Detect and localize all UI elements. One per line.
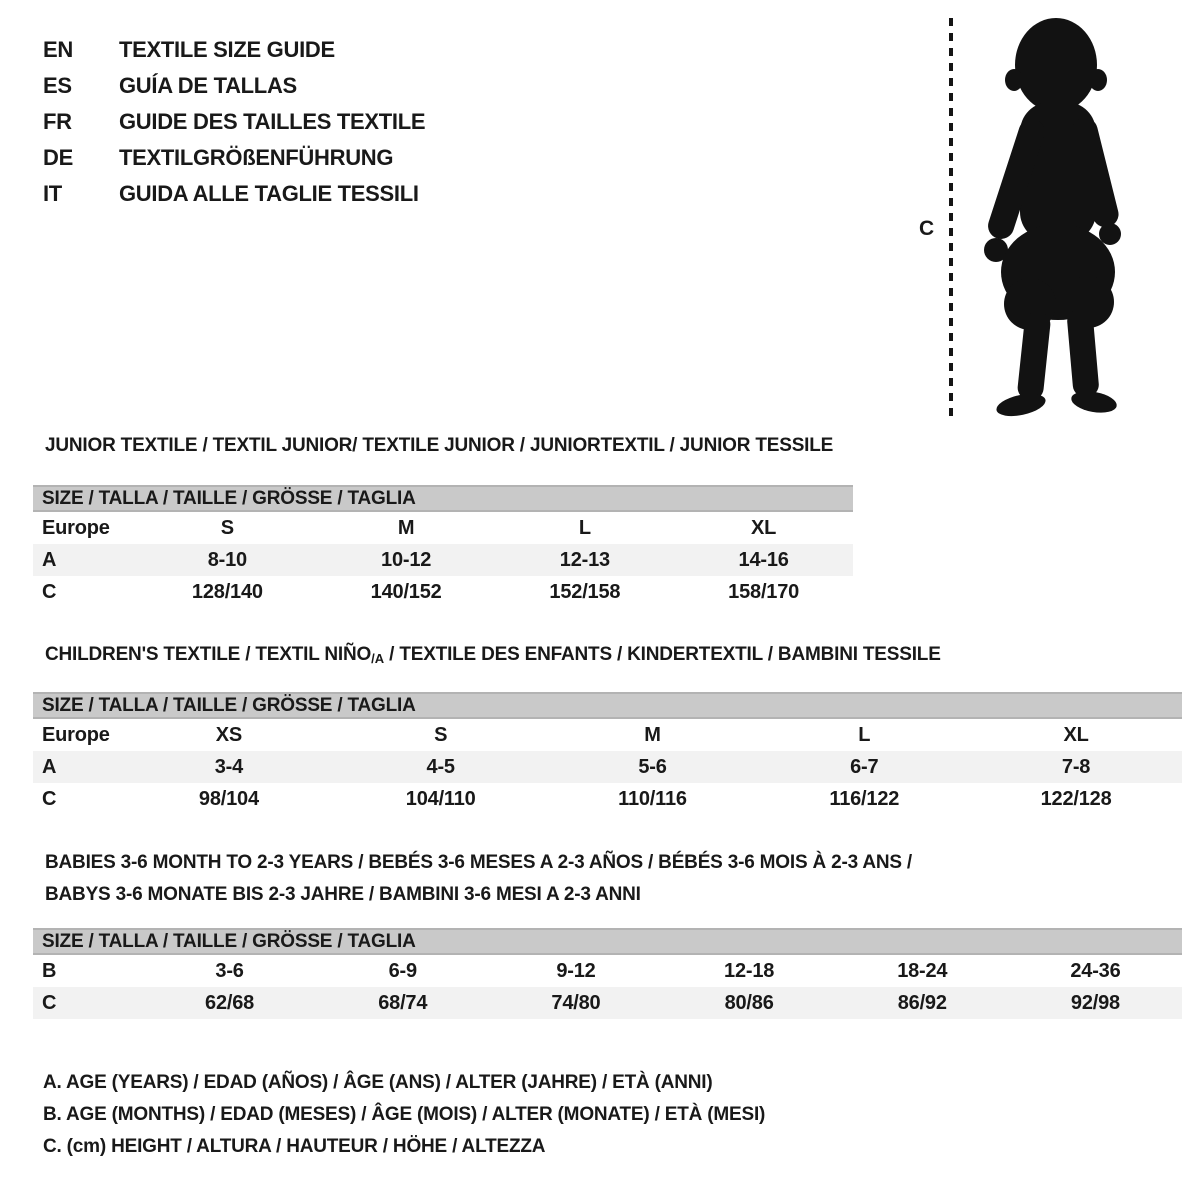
table-cell: 14-16 xyxy=(738,548,789,571)
table-cell: M xyxy=(397,516,415,539)
table-cell: 62/68 xyxy=(205,991,255,1014)
table-cell: 6-9 xyxy=(388,959,417,982)
table-row-europe xyxy=(33,719,1182,751)
lang-row-fr xyxy=(43,110,425,134)
lang-label: GUIDA ALLE TAGLIE TESSILI xyxy=(119,181,419,206)
lang-code: ES xyxy=(43,73,72,98)
table-cell: S xyxy=(220,516,234,539)
children-size-table xyxy=(33,692,1182,815)
table-row-a xyxy=(33,544,853,576)
table-row-c xyxy=(33,783,1182,815)
lang-label: GUIDE DES TAILLES TEXTILE xyxy=(119,109,426,134)
table-cell: 158/170 xyxy=(728,580,800,603)
lang-label: TEXTILE SIZE GUIDE xyxy=(119,37,335,62)
size-header-bar xyxy=(33,485,853,512)
table-cell: 74/80 xyxy=(551,991,601,1014)
table-cell: XL xyxy=(751,516,777,539)
table-row-c xyxy=(33,576,853,608)
lang-row-de xyxy=(43,146,393,170)
table-cell: 116/122 xyxy=(829,787,900,810)
table-cell: 110/116 xyxy=(618,787,687,810)
babies-title-line2: BABYS 3-6 MONATE BIS 2-3 JAHRE / BAMBINI 3-6 MESI A 2-3 ANNI xyxy=(45,884,641,905)
table-cell: 6-7 xyxy=(850,755,879,778)
footnote-b: B. AGE (MONTHS) / EDAD (MESES) / ÂGE (MOIS) / ALTER (MONATE) / ETÀ (MESI) xyxy=(43,1104,766,1125)
table-row-europe xyxy=(33,512,853,544)
row-label: Europe xyxy=(42,516,110,539)
lang-code: EN xyxy=(43,37,73,62)
table-cell: 8-10 xyxy=(207,548,247,571)
junior-size-table xyxy=(33,485,853,608)
table-cell: 86/92 xyxy=(897,991,947,1014)
table-cell: 3-6 xyxy=(215,959,244,982)
toddler-silhouette-icon xyxy=(968,14,1148,420)
table-cell: 7-8 xyxy=(1061,755,1091,778)
size-header-label: SIZE / TALLA / TAILLE / GRÖSSE / TAGLIA xyxy=(42,487,416,509)
table-cell: 12-18 xyxy=(724,959,775,982)
table-cell: 122/128 xyxy=(1040,787,1112,810)
size-header-bar xyxy=(33,928,1182,955)
junior-section-title: JUNIOR TEXTILE / TEXTIL JUNIOR/ TEXTILE JUNIOR / JUNIORTEXTIL / JUNIOR TESSILE xyxy=(45,435,834,456)
table-cell: 5-6 xyxy=(638,755,667,778)
lang-code: FR xyxy=(43,109,72,134)
children-title-suffix: / TEXTILE DES ENFANTS / KINDERTEXTIL / BAMBINI TESSILE xyxy=(384,644,941,665)
table-cell: M xyxy=(644,723,661,746)
row-label: A xyxy=(42,755,57,778)
size-header-bar xyxy=(33,692,1182,719)
lang-code: IT xyxy=(43,181,62,206)
table-cell: 18-24 xyxy=(897,959,948,982)
lang-row-en xyxy=(43,38,335,62)
footnote-c: C. (cm) HEIGHT / ALTURA / HAUTEUR / HÖHE / ALTEZZA xyxy=(43,1136,546,1157)
children-title-sub: /A xyxy=(371,651,385,666)
row-label: C xyxy=(42,580,57,603)
table-row-c xyxy=(33,987,1182,1019)
lang-label: TEXTILGRÖßENFÜHRUNG xyxy=(119,145,394,170)
table-cell: 92/98 xyxy=(1070,991,1120,1014)
table-cell: XS xyxy=(215,723,243,746)
lang-code: DE xyxy=(43,145,73,170)
row-label: B xyxy=(42,959,57,982)
table-cell: L xyxy=(578,516,591,539)
children-title-prefix: CHILDREN'S TEXTILE / TEXTIL NIÑO xyxy=(45,644,372,665)
table-cell: 10-12 xyxy=(381,548,432,571)
table-row-b xyxy=(33,955,1182,987)
lang-row-es xyxy=(43,74,297,98)
table-cell: 4-5 xyxy=(426,755,455,778)
babies-section-title xyxy=(45,847,912,911)
table-cell: 68/74 xyxy=(378,991,428,1014)
table-cell: 104/110 xyxy=(405,787,476,810)
height-measure-dashed-line xyxy=(949,18,953,416)
row-label: Europe xyxy=(42,723,110,746)
children-section-title xyxy=(45,639,941,672)
table-cell: 80/86 xyxy=(724,991,774,1014)
table-cell: 3-4 xyxy=(214,755,244,778)
babies-title-line1: BABIES 3-6 MONTH TO 2-3 YEARS / BEBÉS 3-6 MESES A 2-3 AÑOS / BÉBÉS 3-6 MOIS À 2-3 ANS / xyxy=(45,852,913,873)
height-measure-label: C xyxy=(919,217,935,240)
table-cell: L xyxy=(858,723,871,746)
table-cell: XL xyxy=(1063,723,1089,746)
table-cell: 12-13 xyxy=(559,548,610,571)
size-header-label: SIZE / TALLA / TAILLE / GRÖSSE / TAGLIA xyxy=(42,694,416,716)
table-cell: S xyxy=(434,723,448,746)
row-label: C xyxy=(42,991,57,1014)
row-label: A xyxy=(42,548,57,571)
table-cell: 140/152 xyxy=(370,580,442,603)
table-cell: 9-12 xyxy=(556,959,596,982)
table-cell: 24-36 xyxy=(1070,959,1121,982)
footnote-a: A. AGE (YEARS) / EDAD (AÑOS) / ÂGE (ANS) / ALTER (JAHRE) / ETÀ (ANNI) xyxy=(43,1072,713,1093)
lang-row-it xyxy=(43,182,419,206)
table-cell: 98/104 xyxy=(198,787,259,810)
babies-size-table xyxy=(33,928,1182,1019)
table-cell: 128/140 xyxy=(191,580,263,603)
table-row-a xyxy=(33,751,1182,783)
row-label: C xyxy=(42,787,57,810)
size-header-label: SIZE / TALLA / TAILLE / GRÖSSE / TAGLIA xyxy=(42,930,416,952)
lang-label: GUÍA DE TALLAS xyxy=(119,73,297,98)
table-cell: 152/158 xyxy=(549,580,621,603)
